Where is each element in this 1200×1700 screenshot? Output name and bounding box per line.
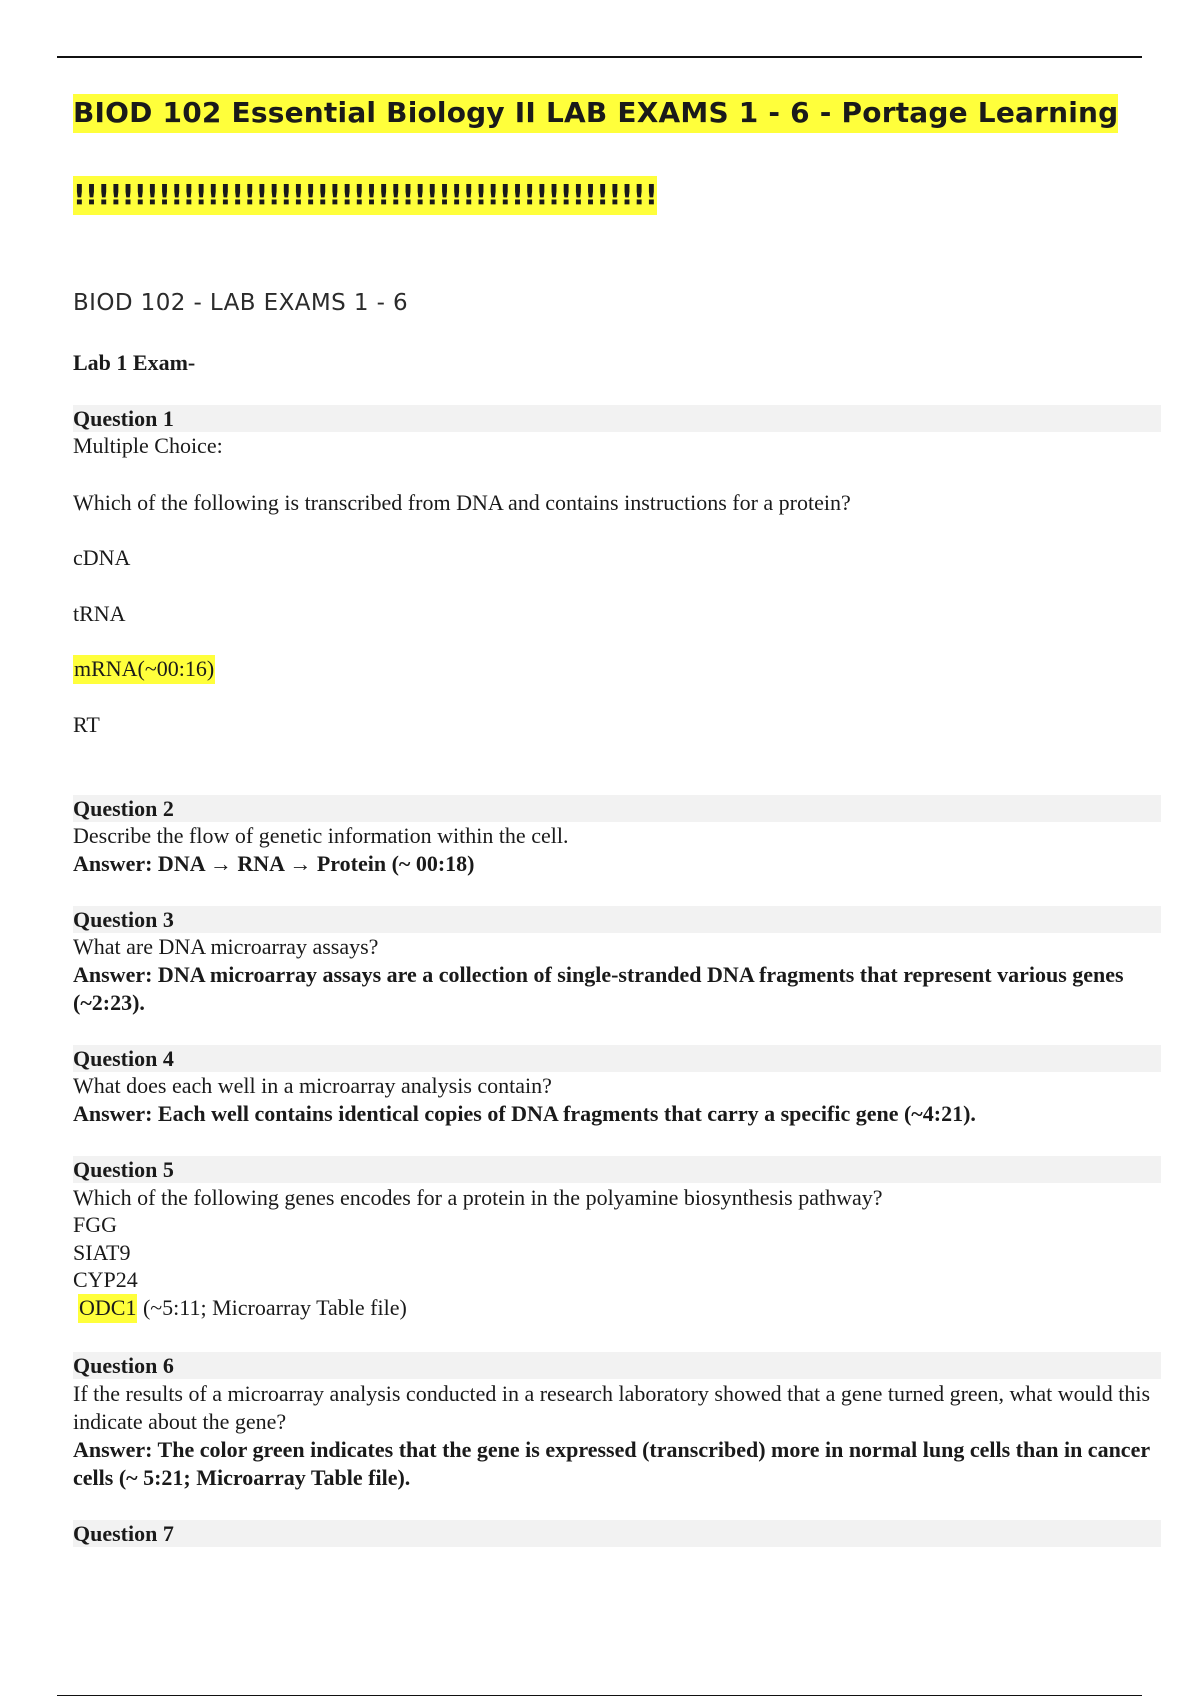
question-6-heading: Question 6: [73, 1352, 1161, 1379]
question-2-prompt: Describe the flow of genetic information within the cell.: [73, 823, 569, 848]
question-5-prompt: Which of the following genes encodes for a protein in the polyamine biosynthesis pathway?: [73, 1185, 883, 1210]
question-5-note: (~5:11; Microarray Table file): [137, 1295, 407, 1320]
question-7-heading: Question 7: [73, 1520, 1161, 1547]
question-3-prompt: What are DNA microarray assays?: [73, 934, 379, 959]
question-1-option-2: tRNA: [73, 601, 126, 626]
question-2-answer: Answer: DNA → RNA → Protein (~ 00:18): [73, 851, 475, 876]
highlighted-answer: mRNA(~00:16): [73, 655, 215, 684]
exclamation-banner: !!!!!!!!!!!!!!!!!!!!!!!!!!!!!!!!!!!!!!!!!!!!!!!!: [73, 178, 657, 211]
question-4-prompt: What does each well in a microarray analysis contain?: [73, 1073, 552, 1098]
question-1-option-1: cDNA: [73, 545, 131, 570]
document-subtitle: BIOD 102 - LAB EXAMS 1 - 6: [73, 290, 409, 316]
question-3-answer: Answer: DNA microarray assays are a collection of single-stranded DNA fragments that represent various genes (~2:23).: [73, 962, 1124, 1015]
question-1-prompt: Which of the following is transcribed from DNA and contains instructions for a protein?: [73, 490, 851, 515]
lab-heading: Lab 1 Exam-: [73, 350, 196, 375]
question-4-heading: Question 4: [73, 1045, 1161, 1072]
question-1-heading: Question 1: [73, 405, 1161, 432]
question-1-type: Multiple Choice:: [73, 433, 223, 458]
question-1-option-4: RT: [73, 712, 100, 737]
question-5-option-1: FGG: [73, 1212, 118, 1237]
question-5-heading: Question 5: [73, 1156, 1161, 1183]
bottom-rule: [57, 1695, 1142, 1696]
question-3-heading: Question 3: [73, 906, 1161, 933]
document-title: BIOD 102 Essential Biology II LAB EXAMS 1 - 6 - Portage Learning: [73, 96, 1118, 129]
question-5-option-4-correct: [73, 1294, 407, 1322]
question-6-answer: Answer: The color green indicates that the gene is expressed (transcribed) more in normal lung cells than in cancer cells (~ 5:21; Microarray Table file).: [73, 1437, 1150, 1490]
highlighted-answer: ODC1: [78, 1294, 137, 1323]
top-rule: [57, 56, 1142, 58]
question-6-prompt: If the results of a microarray analysis conducted in a research laboratory showed that a gene turned green, what would this indicate about the gene?: [73, 1381, 1151, 1434]
question-5-option-3: CYP24: [73, 1267, 138, 1292]
question-4-answer: Answer: Each well contains identical copies of DNA fragments that carry a specific gene (~4:21).: [73, 1101, 976, 1126]
question-1-option-3-correct: [73, 655, 215, 683]
question-5-option-2: SIAT9: [73, 1240, 131, 1265]
question-2-heading: Question 2: [73, 795, 1161, 822]
